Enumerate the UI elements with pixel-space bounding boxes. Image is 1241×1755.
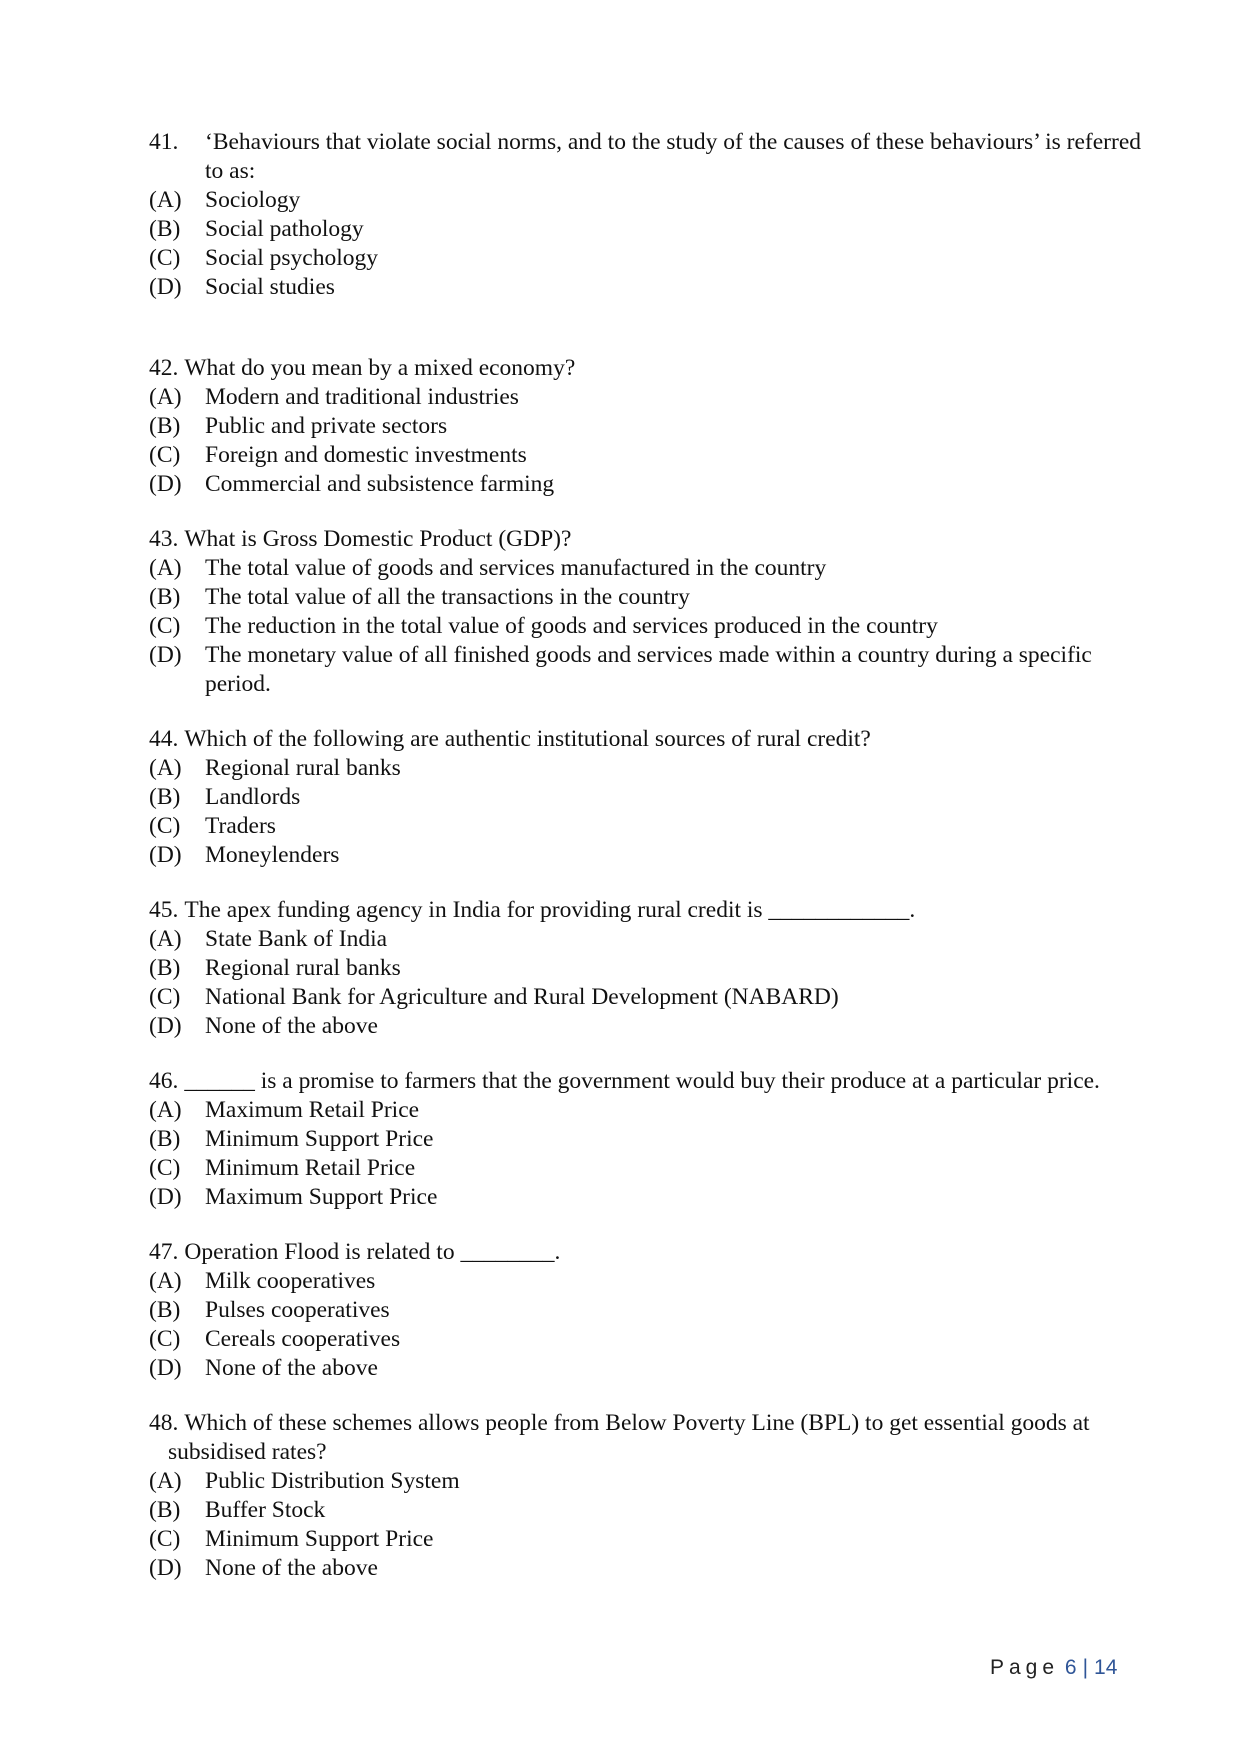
page-footer (990, 1656, 1117, 1680)
option-text: Moneylenders (205, 842, 340, 868)
option-text: Modern and traditional industries (205, 384, 519, 410)
option-text: The total value of all the transactions in the country (205, 584, 690, 610)
option-d (149, 1354, 1159, 1383)
option-text: Minimum Retail Price (205, 1155, 416, 1181)
option-letter: (B) (149, 1497, 181, 1523)
option-text: The total value of goods and services manufactured in the country (205, 555, 827, 581)
question-stem (149, 525, 1159, 554)
option-text: State Bank of India (205, 926, 388, 952)
option-d (149, 470, 1159, 499)
option-text: Social psychology (205, 245, 378, 271)
option-text: Maximum Support Price (205, 1184, 438, 1210)
option-a (149, 554, 1159, 583)
option-text: The reduction in the total value of goods and services produced in the country (205, 613, 938, 639)
question-48 (149, 1409, 1159, 1583)
option-text: Regional rural banks (205, 955, 401, 981)
option-a (149, 1267, 1159, 1296)
option-letter: (B) (149, 413, 181, 439)
option-letter: (C) (149, 442, 181, 468)
option-text: Maximum Retail Price (205, 1097, 420, 1123)
page-separator: | (1082, 1656, 1089, 1679)
question-text: What do you mean by a mixed economy? (184, 355, 576, 381)
question-text: ______ is a promise to farmers that the government would buy their produce at a particular price. (184, 1068, 1100, 1094)
option-d (149, 1183, 1159, 1212)
option-letter: (A) (149, 1268, 182, 1294)
option-letter: (C) (149, 245, 181, 271)
option-letter: (C) (149, 1326, 181, 1352)
option-a (149, 1467, 1159, 1496)
question-text: What is Gross Domestic Product (GDP)? (184, 526, 572, 552)
option-text: Foreign and domestic investments (205, 442, 527, 468)
page-number: 6 (1064, 1656, 1077, 1679)
option-letter: (D) (149, 1555, 182, 1581)
option-a (149, 925, 1159, 954)
option-a (149, 383, 1159, 412)
option-letter: (B) (149, 1297, 181, 1323)
option-letter: (D) (149, 274, 182, 300)
option-letter: (A) (149, 1468, 182, 1494)
option-text: Social pathology (205, 216, 364, 242)
question-text: Operation Flood is related to ________. (184, 1239, 561, 1265)
option-d (149, 641, 1159, 699)
option-b (149, 954, 1159, 983)
option-letter: (B) (149, 216, 181, 242)
question-42 (149, 354, 1159, 499)
option-text: Landlords (205, 784, 301, 810)
option-letter: (D) (149, 471, 182, 497)
option-text: Commercial and subsistence farming (205, 471, 555, 497)
option-b (149, 1125, 1159, 1154)
option-a (149, 186, 1159, 215)
page-total: 14 (1094, 1656, 1118, 1679)
question-stem (149, 354, 1159, 383)
option-c (149, 612, 1159, 641)
option-a (149, 1096, 1159, 1125)
question-stem (149, 725, 1159, 754)
question-number: 43. (149, 526, 179, 552)
option-letter: (C) (149, 1155, 181, 1181)
option-b (149, 1496, 1159, 1525)
option-letter: (A) (149, 187, 182, 213)
question-text: ‘Behaviours that violate social norms, and to the study of the causes of these behaviours’ is referred to as: (205, 129, 1142, 184)
option-letter: (D) (149, 642, 182, 668)
question-text: Which of the following are authentic institutional sources of rural credit? (184, 726, 871, 752)
question-stem (149, 896, 1159, 925)
option-letter: (D) (149, 1184, 182, 1210)
option-letter: (D) (149, 842, 182, 868)
option-b (149, 783, 1159, 812)
question-stem (149, 128, 1159, 186)
option-d (149, 841, 1159, 870)
option-text: Minimum Support Price (205, 1126, 434, 1152)
option-letter: (D) (149, 1013, 182, 1039)
option-d (149, 1012, 1159, 1041)
option-c (149, 1525, 1159, 1554)
option-c (149, 244, 1159, 273)
option-b (149, 412, 1159, 441)
option-text: Milk cooperatives (205, 1268, 376, 1294)
option-text: Cereals cooperatives (205, 1326, 401, 1352)
question-43 (149, 525, 1159, 699)
option-b (149, 1296, 1159, 1325)
option-text: Minimum Support Price (205, 1526, 434, 1552)
option-text: Sociology (205, 187, 301, 213)
question-list (149, 128, 1159, 1609)
option-letter: (C) (149, 984, 181, 1010)
option-letter: (C) (149, 1526, 181, 1552)
question-number: 44. (149, 726, 179, 752)
question-number: 41. (149, 129, 179, 155)
question-41 (149, 128, 1159, 302)
question-44 (149, 725, 1159, 870)
option-text: National Bank for Agriculture and Rural Development (NABARD) (205, 984, 839, 1010)
option-letter: (A) (149, 1097, 182, 1123)
option-letter: (B) (149, 955, 181, 981)
option-text: Traders (205, 813, 276, 839)
question-number: 47. (149, 1239, 179, 1265)
question-text: The apex funding agency in India for providing rural credit is ____________. (184, 897, 916, 923)
option-text: None of the above (205, 1013, 378, 1039)
option-letter: (A) (149, 755, 182, 781)
option-letter: (B) (149, 584, 181, 610)
option-text: Social studies (205, 274, 335, 300)
question-number: 42. (149, 355, 179, 381)
option-letter: (C) (149, 813, 181, 839)
option-text: None of the above (205, 1555, 378, 1581)
option-c (149, 812, 1159, 841)
question-number: 45. (149, 897, 179, 923)
option-c (149, 441, 1159, 470)
question-46 (149, 1067, 1159, 1212)
question-stem (149, 1409, 1159, 1467)
question-47 (149, 1238, 1159, 1383)
question-stem (149, 1067, 1159, 1096)
option-letter: (C) (149, 613, 181, 639)
option-text: The monetary value of all finished goods and services made within a country during a specific period. (205, 642, 1092, 697)
option-letter: (A) (149, 555, 182, 581)
option-a (149, 754, 1159, 783)
option-d (149, 273, 1159, 302)
option-text: Pulses cooperatives (205, 1297, 390, 1323)
option-text: Public Distribution System (205, 1468, 460, 1494)
question-45 (149, 896, 1159, 1041)
question-stem (149, 1238, 1159, 1267)
option-letter: (B) (149, 784, 181, 810)
option-text: Public and private sectors (205, 413, 448, 439)
option-c (149, 1154, 1159, 1183)
option-c (149, 1325, 1159, 1354)
option-letter: (A) (149, 926, 182, 952)
option-letter: (B) (149, 1126, 181, 1152)
question-number: 46. (149, 1068, 179, 1094)
option-text: None of the above (205, 1355, 378, 1381)
option-text: Buffer Stock (205, 1497, 326, 1523)
option-letter: (A) (149, 384, 182, 410)
question-text: Which of these schemes allows people from Below Poverty Line (BPL) to get essential goods at subsidised rates? (168, 1410, 1090, 1465)
option-letter: (D) (149, 1355, 182, 1381)
page-label: Page (990, 1656, 1060, 1679)
option-c (149, 983, 1159, 1012)
option-b (149, 215, 1159, 244)
option-text: Regional rural banks (205, 755, 401, 781)
option-b (149, 583, 1159, 612)
option-d (149, 1554, 1159, 1583)
question-number: 48. (149, 1410, 179, 1436)
